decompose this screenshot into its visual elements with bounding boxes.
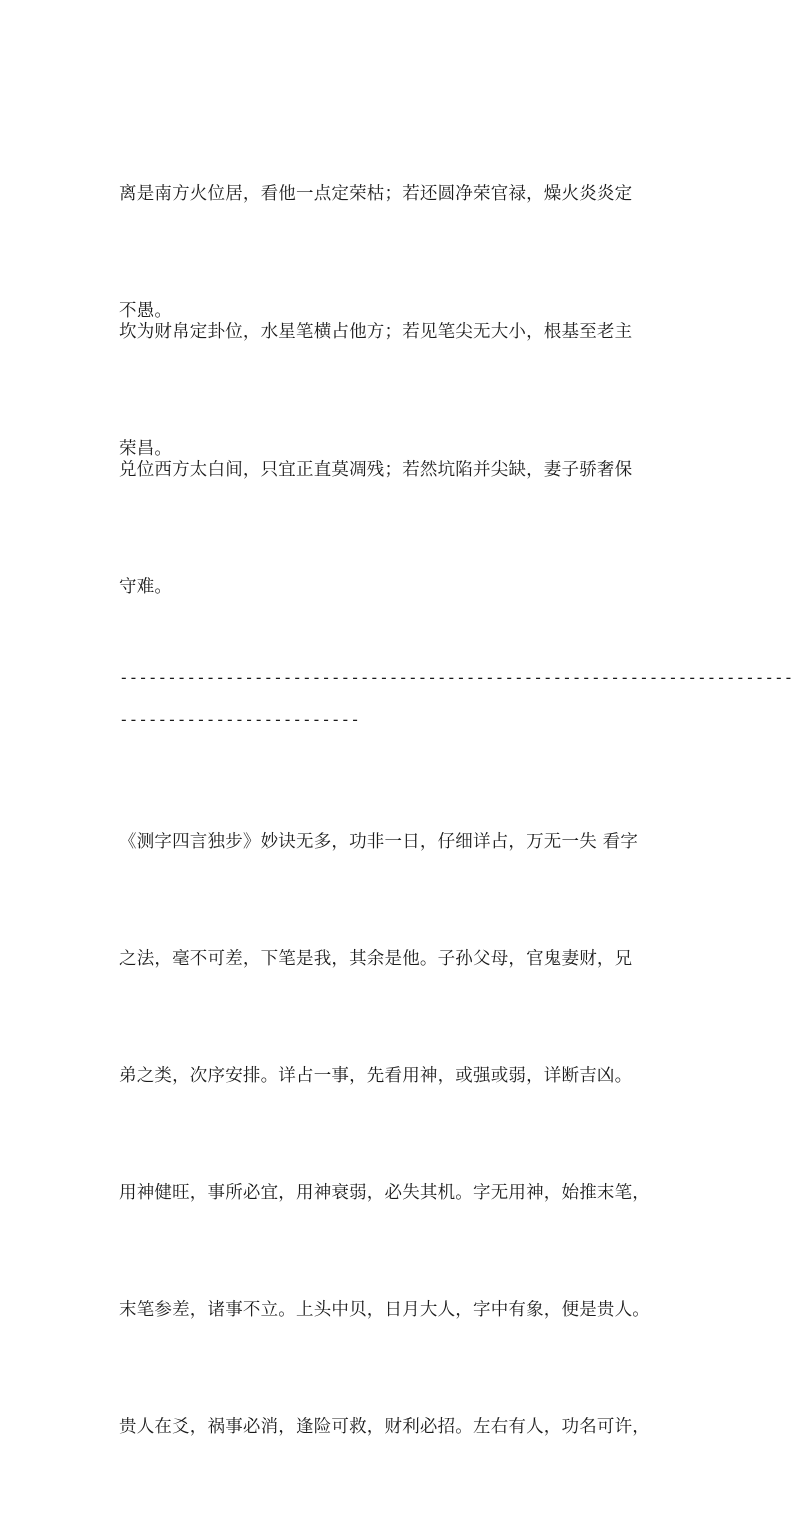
body-line: 末笔参差，诸事不立。上头中贝，日月大人，字中有象，便是贵人。 [119, 1300, 650, 1320]
paragraph-dui [119, 373, 679, 685]
separator-line-2: ------------------------- [119, 710, 360, 729]
paragraph-line: 不愚。 [119, 301, 173, 321]
body-line: 之法，毫不可差，下笔是我，其余是他。子孙父母，官鬼妻财，兄 [119, 949, 633, 969]
paragraph-line: 荣昌。 [119, 439, 173, 459]
paragraph-line: 兑位西方太白间，只宜正直莫凋残；若然坑陷并尖缺，妻子骄奢保 [119, 460, 633, 480]
separator-line-1: ---------------------------------------------------------------------- [119, 668, 793, 687]
paragraph-line: 坎为财帛定卦位，水星笔横占他方；若见笔尖无大小，根基至老主 [119, 322, 633, 342]
body-line: 贵人在爻，祸事必消，逢险可救，财利必招。左右有人，功名可许， [119, 1417, 650, 1437]
body-line: 用神健旺，事所必宜，用神衰弱，必失其机。字无用神，始推末笔， [119, 1183, 650, 1203]
body-line: 《测字四言独步》妙诀无多，功非一日，仔细详占，万无一失 看字 [119, 832, 639, 852]
body-line: 弟之类，次序安排。详占一事，先看用神，或强或弱，详断吉凶。 [119, 1066, 633, 1086]
paragraph-line: 守难。 [119, 577, 173, 597]
body-text [119, 745, 679, 1525]
paragraph-line: 离是南方火位居，看他一点定荣枯；若还圆净荣官禄，燥火炎炎定 [119, 184, 633, 204]
